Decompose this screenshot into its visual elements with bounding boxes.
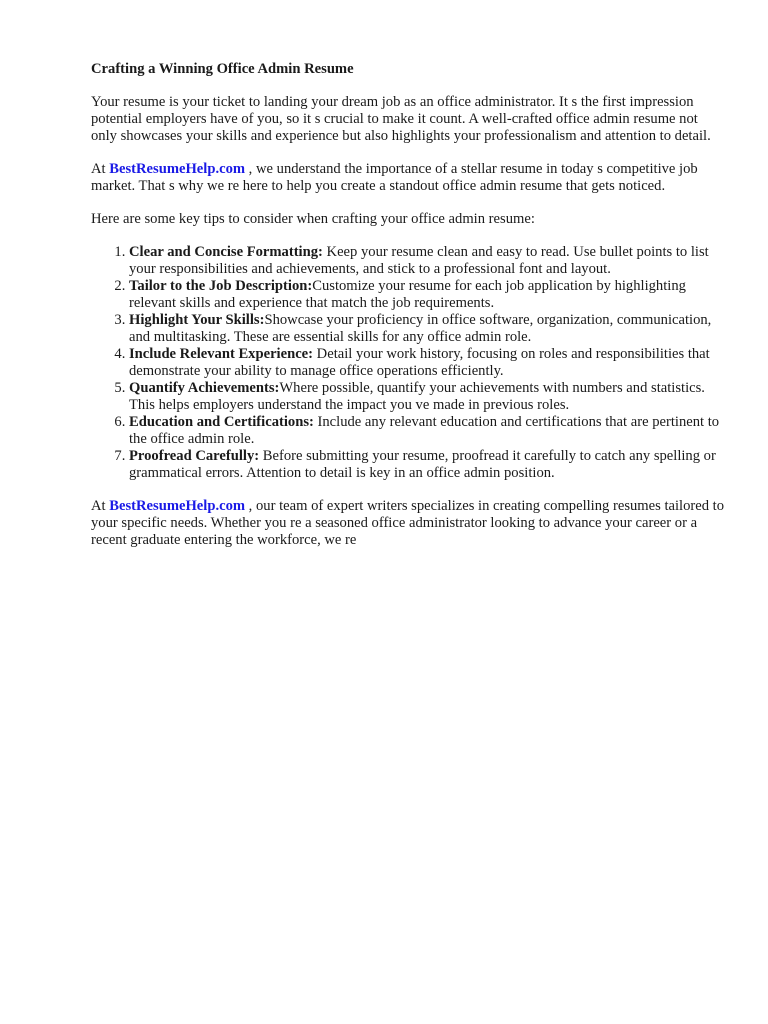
list-item bbox=[129, 278, 727, 312]
para2-prefix: At bbox=[91, 161, 110, 177]
list-item bbox=[129, 414, 727, 448]
bestresumehelp-link[interactable]: BestResumeHelp.com bbox=[109, 161, 246, 177]
list-item bbox=[129, 346, 727, 380]
document-content bbox=[91, 61, 727, 565]
document-title: Crafting a Winning Office Admin Resume bbox=[91, 61, 354, 77]
tip-text: Where possible, quantify your achievements with numbers and statistics. This helps employers understand the impact you ve made in previous roles. bbox=[129, 380, 705, 413]
tip-heading: Proofread Carefully: bbox=[129, 448, 260, 464]
closing-suffix: , our team of expert writers specializes in creating compelling resumes tailored to your specific needs. Whether you re a seasoned office administrator looking to advance your career or a recent graduate entering the workforce, we re bbox=[91, 498, 725, 548]
tip-text: Include any relevant education and certifications that are pertinent to the office admin role. bbox=[129, 414, 720, 447]
closing-prefix: At bbox=[91, 498, 110, 514]
tip-heading: Tailor to the Job Description: bbox=[129, 278, 313, 294]
intro-paragraph: Your resume is your ticket to landing your dream job as an office administrator. It s the first impression potential employers have of you, so it s crucial to make it count. A well-crafted office admin resume not only showcases your skills and experience but also highlights your professionalism and attention to detail. bbox=[91, 94, 711, 144]
tips-intro: Here are some key tips to consider when crafting your office admin resume: bbox=[91, 211, 535, 227]
tip-text: Customize your resume for each job application by highlighting relevant skills and experience that match the job requirements. bbox=[129, 278, 686, 311]
tip-heading: Highlight Your Skills: bbox=[129, 312, 265, 328]
para2-suffix: , we understand the importance of a stellar resume in today s competitive job market. That s why we re here to help you create a standout office admin resume that gets noticed. bbox=[91, 161, 698, 194]
tips-list bbox=[91, 244, 727, 482]
list-item bbox=[129, 448, 727, 482]
company-paragraph bbox=[91, 161, 727, 195]
list-item bbox=[129, 244, 727, 278]
tip-text: Showcase your proficiency in office software, organization, communication, and multitasking. These are essential skills for any office admin role. bbox=[129, 312, 712, 345]
list-item bbox=[129, 380, 727, 414]
tip-heading: Include Relevant Experience: bbox=[129, 346, 314, 362]
closing-paragraph bbox=[91, 498, 727, 549]
tip-heading: Education and Certifications: bbox=[129, 414, 314, 430]
tip-heading: Quantify Achievements: bbox=[129, 380, 280, 396]
tip-text: Keep your resume clean and easy to read. Use bullet points to list your responsibilities and achievements, and stick to a professional font and layout. bbox=[129, 244, 709, 277]
tip-heading: Clear and Concise Formatting: bbox=[129, 244, 323, 260]
bestresumehelp-link[interactable]: BestResumeHelp.com bbox=[109, 498, 246, 514]
tip-text: Before submitting your resume, proofread it carefully to catch any spelling or grammatical errors. Attention to detail is key in an office admin position. bbox=[129, 448, 716, 481]
tip-text: Detail your work history, focusing on roles and responsibilities that demonstrate your ability to manage office operations efficiently. bbox=[129, 346, 710, 379]
list-item bbox=[129, 312, 727, 346]
